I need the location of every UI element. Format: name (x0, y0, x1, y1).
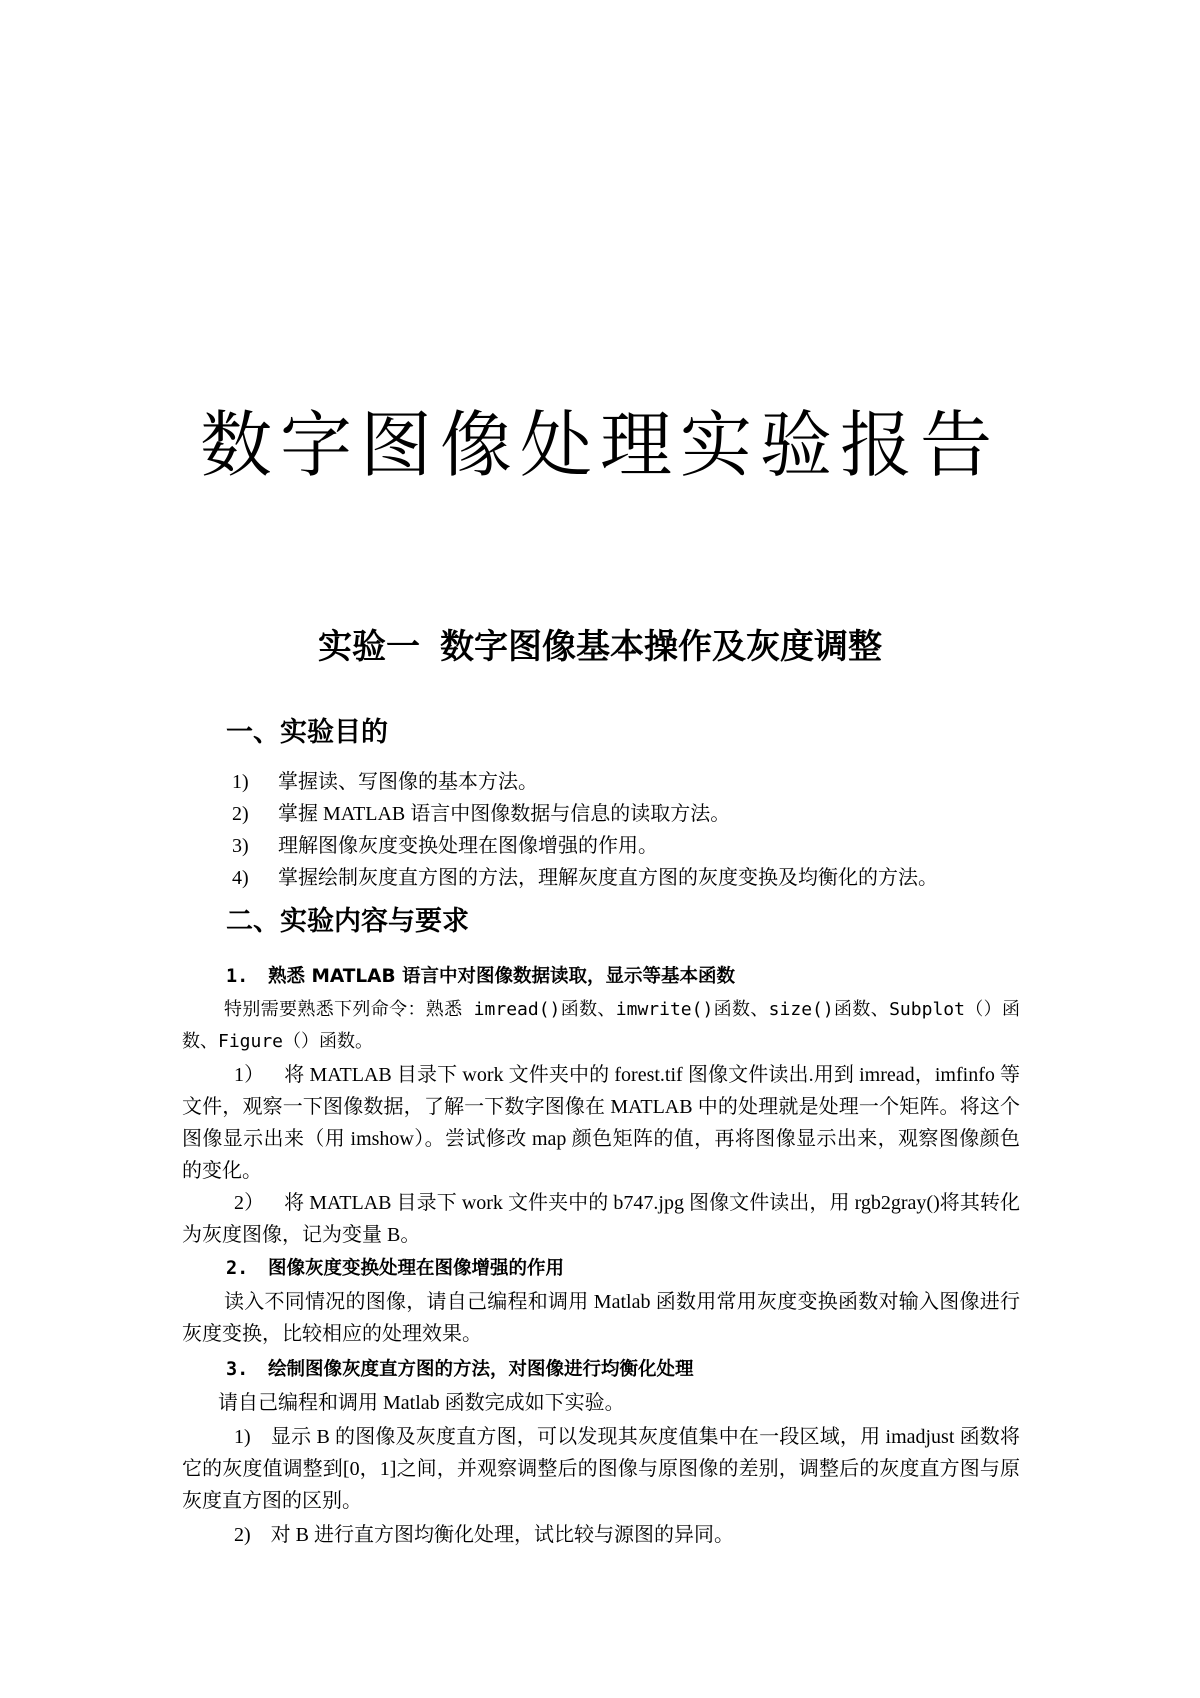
paragraph-task-4 (182, 1519, 1020, 1551)
list-item-number: 4) (232, 867, 249, 889)
paragraph-task-3 (182, 1421, 1020, 1517)
subsection-heading-1 (226, 966, 735, 988)
list-item-text: 掌握 MATLAB 语言中图像数据与信息的读取方法。 (278, 803, 731, 825)
list-item-text: 掌握绘制灰度直方图的方法，理解灰度直方图的灰度变换及均衡化的方法。 (278, 867, 938, 889)
paragraph-number: 2） (234, 1192, 265, 1214)
subsection-title: 图像灰度变换处理在图像增强的作用 (268, 1258, 565, 1279)
paragraph-text: 将 MATLAB 目录下 work 文件夹中的 forest.tif 图像文件读出.用到 imread，imfinfo 等文件，观察一下图像数据，了解一下数字图像在 MATLAB 中的处理就是处理一个矩阵。将这个图像显示出来（用 imshow）。尝试修改 map 颜色矩阵的值，再将图像显示出来，观察图像颜色的变化。 (182, 1064, 1020, 1182)
subsection-heading-3 (226, 1359, 694, 1381)
subsection-title: 熟悉 MATLAB 语言中对图像数据读取，显示等基本函数 (268, 966, 736, 987)
list-item (232, 798, 938, 830)
subsection-title: 绘制图像灰度直方图的方法，对图像进行均衡化处理 (268, 1359, 694, 1380)
list-item-text: 理解图像灰度变换处理在图像增强的作用。 (278, 835, 658, 857)
paragraph-text: 显示 B 的图像及灰度直方图，可以发现其灰度值集中在一段区域，用 imadjust 函数将它的灰度值调整到[0，1]之间，并观察调整后的图像与原图像的差别，调整后的灰度直方图与原灰度直方图的区别。 (182, 1426, 1020, 1512)
paragraph-number: 1) (234, 1426, 251, 1448)
experiment-name: 数字图像基本操作及灰度调整 (440, 627, 882, 667)
list-item-number: 2) (232, 803, 249, 825)
paragraph-intro-1: 特别需要熟悉下列命令：熟悉 imread()函数、imwrite()函数、size()函数、Subplot（）函数、Figure（）函数。 (182, 999, 1020, 1052)
list-item (232, 862, 938, 894)
section-heading-objectives: 一、实验目的 (226, 717, 388, 748)
subsection-number: 3. (226, 1359, 249, 1380)
subsection-heading-2 (226, 1258, 564, 1280)
list-item-number: 3) (232, 835, 249, 857)
list-item (232, 766, 938, 798)
objectives-list (232, 766, 938, 894)
paragraph-sub2: 读入不同情况的图像，请自己编程和调用 Matlab 函数用常用灰度变换函数对输入图像进行灰度变换，比较相应的处理效果。 (182, 1291, 1020, 1345)
list-item-text: 掌握读、写图像的基本方法。 (278, 771, 538, 793)
paragraph-number: 1） (234, 1064, 265, 1086)
experiment-label: 实验一 (318, 627, 420, 667)
subsection-number: 1. (226, 966, 249, 987)
paragraph-number: 2) (234, 1524, 251, 1546)
paragraph-intro-3: 请自己编程和调用 Matlab 函数完成如下实验。 (218, 1392, 625, 1414)
experiment-title (0, 627, 1200, 668)
subsection-number: 2. (226, 1258, 249, 1279)
paragraph-text: 对 B 进行直方图均衡化处理，试比较与源图的异同。 (270, 1524, 735, 1546)
list-item (232, 830, 938, 862)
section-heading-content: 二、实验内容与要求 (226, 906, 469, 937)
list-item-number: 1) (232, 771, 249, 793)
paragraph-text: 将 MATLAB 目录下 work 文件夹中的 b747.jpg 图像文件读出，用 rgb2gray()将其转化为灰度图像，记为变量 B。 (182, 1192, 1021, 1246)
paragraph-task-2 (182, 1187, 1020, 1251)
paragraph-task-1 (182, 1059, 1020, 1187)
report-title: 数字图像处理实验报告 (199, 403, 1000, 487)
